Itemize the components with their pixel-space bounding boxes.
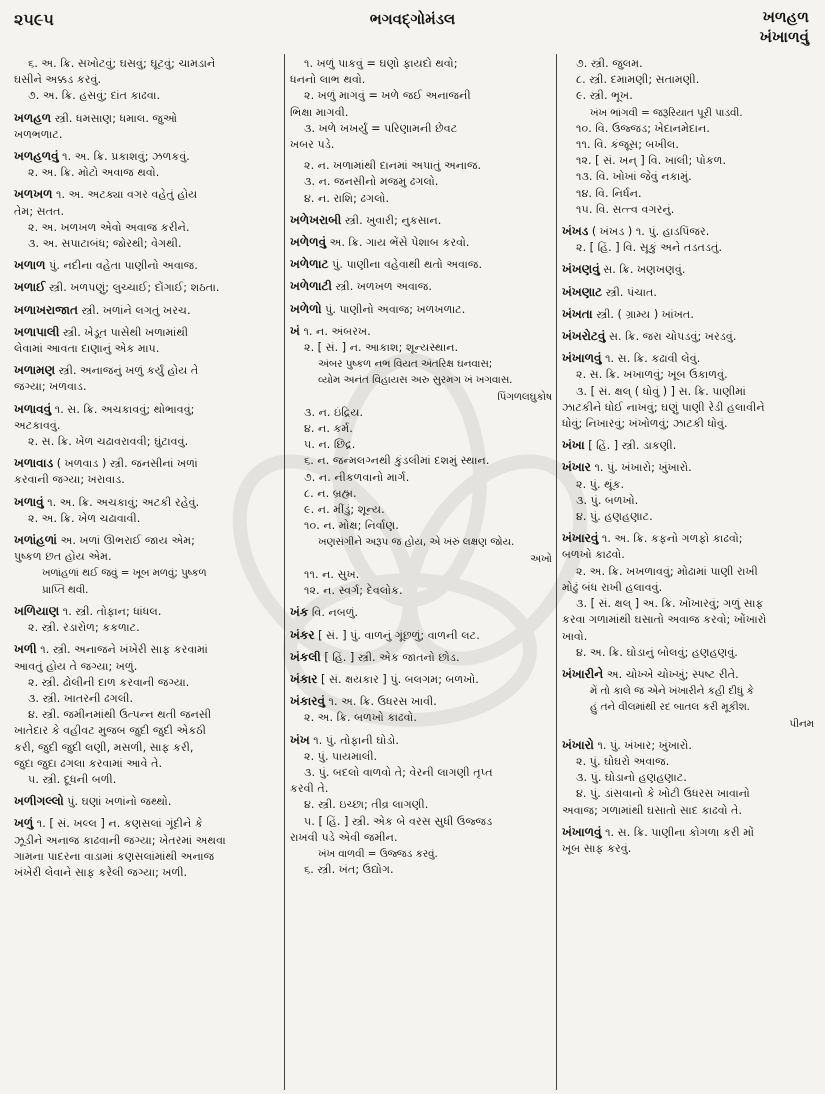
column-middle bbox=[290, 56, 552, 1088]
definition-text: સ્ત્રી. પંચાત. bbox=[605, 285, 657, 299]
sense-line: ૯. ન. મીંડું; શૂન્ય. bbox=[304, 503, 385, 517]
definition-text: ૧. સ. ક્રિ. કઢાવી લેવું. bbox=[605, 352, 701, 366]
dictionary-entry bbox=[290, 212, 552, 229]
continuation-line: ઘસીને અક્કડ કરવું. bbox=[14, 73, 102, 87]
sense-line: ૩. ખળે ખખર્યું = પરિણામની છેવટ bbox=[304, 121, 458, 135]
sense-line: ૧૪. વિ. નિર્ધન. bbox=[576, 186, 642, 200]
entry-first-line bbox=[290, 212, 552, 229]
dictionary-entry bbox=[14, 815, 280, 881]
sense-line: ૨. પું. પાયમાલી. bbox=[304, 749, 378, 763]
headword: ખળાપાલી bbox=[14, 324, 60, 339]
dictionary-entry bbox=[562, 350, 814, 432]
continuation-line: પુષ્કળ છત હોય એમ. bbox=[14, 550, 112, 564]
headword: ખળામણ bbox=[14, 363, 56, 378]
definition-text: સ્ત્રી. ધમસાણ; ધમાલ. જુઓ bbox=[54, 111, 178, 125]
dictionary-entry bbox=[290, 604, 552, 621]
entry-first-line bbox=[562, 459, 814, 476]
sense-line: ૨. [ હિં. ] વિ. સૂકું અને તડતડતું. bbox=[576, 241, 723, 255]
sense-line: ૨. ન. ખળામાંથી દાનમાં અપાતું અનાજ. bbox=[304, 159, 482, 173]
headword: ખળી bbox=[14, 642, 37, 657]
definition-text: ૧. અ. ક્રિ. ઉધરસ ખાવી. bbox=[328, 695, 437, 709]
headword: ખળેળાટી bbox=[290, 279, 332, 294]
headword: ખળીગલ્લો bbox=[14, 794, 64, 809]
definition-text: પું. નદીના વહેતા પાણીનો અવાજ. bbox=[49, 259, 198, 273]
definition-text: સ્ત્રી. ખળાંને લગતું ખરચ. bbox=[81, 303, 191, 317]
quotation-line: ખંખ વાળવી = ઉજ્જડ કરવું. bbox=[318, 847, 438, 860]
entry-first-line bbox=[562, 530, 814, 547]
column-rule bbox=[284, 54, 285, 1090]
headword: ખંખાર bbox=[562, 460, 591, 475]
entry-first-line bbox=[14, 257, 280, 274]
dictionary-entry bbox=[14, 532, 280, 598]
headword: ખંકલી bbox=[290, 649, 321, 664]
continuation-line: કરવી તે. bbox=[290, 782, 329, 796]
continuation-line: ખબર પડે. bbox=[290, 138, 335, 152]
definition-text: ( ખંખડ ) ૧. પું. હાડપિંજર. bbox=[591, 225, 710, 239]
sense-line: ૩. [ સં. ક્ષલ્ ( ધોવું ) ] સ. ક્રિ. પાણીમાં bbox=[576, 384, 746, 398]
quotation-line: અંબર પુષ્કળ નભ વિયત અંતરિક્ષ ઘનવાસ; bbox=[318, 358, 493, 371]
dictionary-entry bbox=[562, 261, 814, 278]
definition-text: સ્ત્રી. અનાજનું ખળું કર્યું હોય તે bbox=[58, 364, 199, 378]
continuation-line: ઝૂડીને અનાજ કાઢવાની જગ્યા; ખેતરમાં અથવા bbox=[14, 833, 226, 847]
entry-first-line bbox=[14, 324, 280, 341]
sense-line: ૩. અ. સપાટાબંધ; જોરથી; વેગથી. bbox=[28, 237, 182, 251]
headword: ખળાંહળાં bbox=[14, 533, 57, 548]
continuation-line: રાખવી પડે એવી જમીન. bbox=[290, 830, 398, 844]
dictionary-entry bbox=[14, 455, 280, 488]
headword: ખંખરોટવું bbox=[562, 329, 606, 344]
headword: ખંકાર bbox=[290, 671, 318, 686]
continuation-line: અવાજ; ગળામાંથી ઘસાતો સાદ કાઢવો તે. bbox=[562, 803, 743, 817]
definition-text: [ હિં. ] સ્ત્રી. એક જાતનો છોડ. bbox=[324, 650, 460, 664]
sense-line: ૪. ન. રાશિ; ઢગલો. bbox=[304, 191, 390, 205]
dictionary-entry bbox=[562, 459, 814, 525]
dictionary-entry bbox=[14, 494, 280, 527]
headword: ખળાખરાજાત bbox=[14, 302, 78, 317]
definition-text: ૧. સ્ત્રી. તોફાન; ધાંધલ. bbox=[62, 604, 162, 618]
sense-line: ૯. સ્ત્રી. ભૂખ. bbox=[576, 89, 633, 103]
sense-line: ૫. ન. છિદ્ર. bbox=[304, 438, 356, 452]
entry-first-line bbox=[290, 627, 552, 644]
headword: ખળાવાડ bbox=[14, 456, 54, 471]
continuation-line: ખંખેરી લેવાને સાફ કરેલી જગ્યા; ખળી. bbox=[14, 865, 188, 879]
headword: ખળહળવું bbox=[14, 149, 59, 164]
entry-first-line bbox=[14, 110, 280, 127]
sense-line: ૧૧. વિ. કંજૂસ; બખીલ. bbox=[576, 138, 679, 152]
definition-text: ૧. પું. તોફાની ઘોડો. bbox=[313, 733, 399, 747]
sense-line: ૨. પું. ઘોઘરો અવાજ. bbox=[576, 754, 670, 768]
definition-text: [ સં. ક્ષયકાર ] પું. બલગમ; બળખો. bbox=[321, 672, 479, 686]
definition-text: ૧. ન. અંબરખ. bbox=[303, 324, 371, 338]
headword: ખંખણવું bbox=[562, 262, 600, 277]
dictionary-entry bbox=[14, 302, 280, 319]
definition-text: પું. પાણીના વહેવાથી થતો અવાજ. bbox=[332, 258, 483, 272]
sense-line: ૬. ન. જન્મલગ્નથી કુંડલીમાં દશમું સ્થાન. bbox=[304, 454, 490, 468]
dictionary-entry bbox=[562, 530, 814, 661]
entry-first-line bbox=[14, 148, 280, 165]
headword: ખળેખરાબી bbox=[290, 212, 342, 227]
definition-text: પું. પાણીનો અવાજ; ખળખળાટ. bbox=[325, 302, 466, 316]
headword: ખળેળવું bbox=[290, 235, 327, 250]
dictionary-entry bbox=[290, 732, 552, 879]
definition-text: ૧. [ સં. ખલ્લ ] ન. કણસલાં ગૂંદીને કે bbox=[36, 817, 203, 831]
definition-text: સ્ત્રી. ખળખળ અવાજ. bbox=[335, 280, 432, 294]
continuation-line: મોઢું બંધ રાખી હલાવવું. bbox=[562, 580, 663, 594]
entry-first-line bbox=[14, 603, 280, 620]
sense-line: ૪. ન. કર્મ. bbox=[304, 422, 353, 436]
dictionary-entry bbox=[14, 186, 280, 252]
entry-first-line bbox=[562, 350, 814, 367]
dictionary-entry bbox=[562, 328, 814, 345]
headword: ખંખારીને bbox=[562, 666, 604, 681]
continuation-line: બળખો કાઢવો. bbox=[562, 548, 625, 562]
headword: ખંખણાટ bbox=[562, 284, 603, 299]
entry-first-line bbox=[562, 437, 814, 454]
sense-line: ૪. પું. હણહણાટ. bbox=[576, 510, 653, 524]
dictionary-entry bbox=[14, 279, 280, 296]
sense-line: ૪. અ. ક્રિ. ઘોડાનું બોલવું; હણહણવું. bbox=[576, 645, 738, 659]
entry-first-line bbox=[562, 666, 814, 683]
dictionary-entry bbox=[562, 437, 814, 454]
headword: ખંખારવું bbox=[562, 531, 599, 546]
guide-word-end: ખંખાળવું bbox=[759, 28, 809, 46]
sense-line: ૨. અ. ક્રિ. બળખો કાઢવો. bbox=[304, 711, 417, 725]
column-left bbox=[14, 56, 280, 1088]
dictionary-entry bbox=[562, 223, 814, 256]
definition-text: ( ખળવાડ ) સ્ત્રી. જનસીનાં ખળાં bbox=[56, 457, 198, 471]
entry-first-line bbox=[562, 737, 814, 754]
definition-text: ૧. અ. અટક્યા વગર વહેતું હોય bbox=[56, 188, 198, 202]
continuation-line: લેવામાં આવતા દાણાનું એક માપ. bbox=[14, 342, 160, 356]
headword: ખળાળ bbox=[14, 258, 46, 273]
sense-line: ૨. અ. ક્રિ. ખખળાવવું; મોઢામાં પાણી રાખી bbox=[576, 564, 758, 578]
sense-line: ૧૫. વિ. સત્ત્વ વગરનું. bbox=[576, 202, 675, 216]
sense-line: ૩. ન. ઇંદ્રિય. bbox=[304, 405, 364, 419]
entry-first-line bbox=[562, 284, 814, 301]
sense-line: ૪. સ્ત્રી. જમીનમાંથી ઉત્પન્ન થતી જનસી bbox=[28, 708, 212, 722]
sense-line: ૬. સ્ત્રી. ખંત; ઉદ્યોગ. bbox=[304, 863, 394, 877]
headword: ખળેળાટ bbox=[290, 257, 329, 272]
dictionary-entry bbox=[290, 278, 552, 295]
sense-line: ૨. અ. ક્રિ. મોટો અવાજ થવો. bbox=[28, 166, 160, 180]
sense-line: ૮. ન. બ્રહ્મ. bbox=[304, 486, 357, 500]
entry-first-line bbox=[14, 186, 280, 203]
definition-text: સ્ત્રી. ( ગ્રામ્ય ) ખાંખત. bbox=[596, 307, 694, 321]
running-title: ભગવદ્ગોમંડલ bbox=[369, 10, 456, 28]
sense-line: ૨. સ્ત્રી. રડારોળ; કકળાટ. bbox=[28, 621, 140, 635]
sense-line: ૪. પું. ડાંસવાનો કે ખોટી ઉધરસ ખાવાનો bbox=[576, 787, 750, 801]
column-rule bbox=[556, 54, 557, 1090]
continuation-line: જુદા જુદા ઢગલા કરવામાં આવે તે. bbox=[14, 756, 163, 770]
entry-first-line bbox=[14, 641, 280, 658]
headword: ખળાવવું bbox=[14, 401, 52, 416]
entry-first-line bbox=[290, 234, 552, 251]
entry-first-line bbox=[290, 649, 552, 666]
column-right bbox=[562, 56, 814, 1088]
definition-text: સ્ત્રી. ખેડૂત પાસેથી ખળામાંથી bbox=[62, 325, 189, 339]
entry-first-line bbox=[290, 671, 552, 688]
sense-line: ૩. પું. બળખો. bbox=[576, 493, 639, 507]
dictionary-entry bbox=[14, 641, 280, 788]
headword: ખંખા bbox=[562, 438, 585, 453]
sense-line: ૨. અ. ખળખળ એવો અવાજ કરીને. bbox=[28, 220, 190, 234]
entry-first-line bbox=[14, 401, 280, 418]
entry-first-line bbox=[14, 494, 280, 511]
quotation-line: મેં તો કાલે જ એને ખંખારીને કહી દીધું કે bbox=[590, 685, 754, 698]
dictionary-entry bbox=[562, 56, 814, 218]
entry-first-line bbox=[562, 261, 814, 278]
sense-line: ૧૧. ન. સુખ. bbox=[304, 567, 360, 581]
definition-text: ૧. પું. ખંખાર; ખુંખારો. bbox=[597, 738, 692, 752]
quotation-line: ખણસંગીને અરૂપ જ હોય, એ ખંરું લક્ષણ જોય. bbox=[318, 536, 515, 549]
definition-text: ૧. સ. ક્રિ. અચકાવવું; થોભાવવું; bbox=[54, 402, 195, 416]
quotation-source: અખો bbox=[530, 552, 552, 565]
sense-line: ૮. સ્ત્રી. દમામણી; સતામણી. bbox=[576, 73, 700, 87]
definition-text: ૧. અ. ક્રિ. કફનો ગળફો કાઢવો; bbox=[601, 532, 743, 546]
quotation-line: હું તને વીલમાંથી રદ બાતલ કરી મૂકીશ. bbox=[590, 701, 750, 714]
quotation-line: ખંખ ભાંગવી = જરૂરિયાત પૂરી પાડવી. bbox=[590, 106, 743, 119]
headword: ખળિયાણ bbox=[14, 603, 60, 618]
definition-text: ૧. સ. ક્રિ. પાણીના કોગળા કરી મોં bbox=[605, 825, 754, 839]
entry-first-line bbox=[562, 306, 814, 323]
definition-text: સ. ક્રિ. જરા ચોપડવું; ખરડવું. bbox=[608, 330, 737, 344]
entry-first-line bbox=[14, 532, 280, 549]
sense-line: ૩. પું. બદલો વાળવો તે; વેરની લાગણી તૃપ્ત bbox=[304, 765, 493, 779]
sense-line: ૩. પું. ઘોડાનો હણહણાટ. bbox=[576, 771, 687, 785]
continuation-line: ઝાટકીને ધોઈ નાખવું; ઘણું પાણી રેડી હલાવીને bbox=[562, 400, 765, 414]
dictionary-entry bbox=[562, 284, 814, 301]
headword: ખંખારો bbox=[562, 737, 594, 752]
sense-line: ૩. ન. જનસીનો મજમુ ઢગલો. bbox=[304, 175, 439, 189]
continuation-line: કરવાની જગ્યા; ખરાવાડ. bbox=[14, 473, 125, 487]
continuation-line: ખૂબ સાફ કરવું. bbox=[562, 841, 632, 855]
continuation-line: ધનનો લાભ થવો. bbox=[290, 73, 366, 87]
definition-text: અ. ક્રિ. ગાય ભેંસે પેશાબ કરવો. bbox=[329, 236, 470, 250]
dictionary-entry bbox=[14, 793, 280, 810]
continuation-line: જગ્યા; ખળવાડ. bbox=[14, 380, 87, 394]
dictionary-entry bbox=[290, 301, 552, 318]
sense-line: ૧૦. વિ. ઉજ્જડ; ખેદાનમેદાન. bbox=[576, 121, 710, 135]
entry-first-line bbox=[290, 323, 552, 340]
continuation-line: ખાવો. bbox=[562, 629, 588, 643]
sense-line: ૧. ખળું પાકવું = ઘણો ફાયદો થવો; bbox=[304, 57, 458, 70]
headword: ખંખાળવું bbox=[562, 824, 602, 839]
definition-text: સ્ત્રી. ખળપણું; લુચ્ચાઈ; દોંગાઈ; શઠતા. bbox=[49, 281, 220, 295]
quotation-source: પિંગળલઘુકોષ bbox=[497, 390, 552, 403]
entry-first-line bbox=[562, 328, 814, 345]
dictionary-entry bbox=[14, 56, 280, 105]
sense-line: ૨. [ સં. ] ન. આકાશ; શૂન્યસ્થાન. bbox=[304, 341, 459, 355]
headword: ખળખળ bbox=[14, 187, 53, 202]
sense-line: ૫. [ હિં. ] સ્ત્રી. એક બે વરસ સુધી ઉજ્જડ bbox=[304, 814, 493, 828]
dictionary-entry bbox=[14, 257, 280, 274]
sense-line: ૨. પું. થૂંક. bbox=[576, 477, 625, 491]
sense-line: ૧૦. ન. મોક્ષ; નિર્વાણ. bbox=[304, 519, 399, 533]
dictionary-entry bbox=[14, 603, 280, 636]
sense-line: ૭. ન. નીકળવાનો માર્ગ. bbox=[304, 470, 410, 484]
quotation-line: વ્યોમ અનંત વિહાયસ અરુ સુરમગ ખં ખગવાસ. bbox=[318, 374, 513, 387]
headword: ખંખતા bbox=[562, 306, 593, 321]
dictionary-entry bbox=[562, 824, 814, 857]
dictionary-entry bbox=[290, 256, 552, 273]
continuation-line: ધોવું; નિખારવું; ખંખોળવું; ઝાટકી ધોવું. bbox=[562, 417, 728, 431]
entry-first-line bbox=[14, 362, 280, 379]
sense-line: ૨. સ્ત્રી. ઢોલીની દાળ કરવાની જગ્યા. bbox=[28, 675, 190, 689]
definition-text: સ્ત્રી. ખુવારી; નુકસાન. bbox=[344, 213, 442, 227]
definition-text: પું. ઘણાં ખળાંનો જથ્થો. bbox=[67, 795, 172, 809]
headword: ખળહળ bbox=[14, 110, 52, 125]
continuation-line: કરવા ગળામાંથી ઘસાતો અવાજ કરવો; ખોંખારો bbox=[562, 613, 767, 627]
definition-text: વિ. નબળું. bbox=[311, 606, 359, 620]
entry-first-line bbox=[14, 793, 280, 810]
headword: ખંખ bbox=[290, 732, 310, 747]
headword: ખળેળો bbox=[290, 301, 322, 316]
definition-text: સ. ક્રિ. ખણખણવું. bbox=[603, 263, 686, 277]
continuation-line: ભિક્ષા માગવી. bbox=[290, 105, 349, 119]
entry-first-line bbox=[290, 301, 552, 318]
headword: ખં bbox=[290, 323, 300, 338]
entry-first-line bbox=[562, 824, 814, 841]
headword: ખંક bbox=[290, 605, 309, 620]
headword: ખંખાળવું bbox=[562, 351, 602, 366]
headword: ખળું bbox=[14, 816, 34, 831]
definition-text: અ. ચોખ્ખે ચોખ્ખું; સ્પષ્ટ રીતે. bbox=[606, 667, 739, 681]
dictionary-entry bbox=[290, 671, 552, 688]
dictionary-entry bbox=[290, 627, 552, 644]
definition-text: ૧. અ. ક્રિ. અચકાવું; અટકી રહેવું. bbox=[47, 495, 200, 509]
sense-line: ૩. સ્ત્રી. ખાતરની ઢગલી. bbox=[28, 691, 134, 705]
entry-first-line bbox=[14, 815, 280, 832]
dictionary-entry bbox=[14, 324, 280, 357]
guide-word-start: ખળહળ bbox=[762, 8, 809, 26]
entry-first-line bbox=[290, 256, 552, 273]
headword: ખંકર bbox=[290, 627, 315, 642]
sense-line: ૩. [ સં. ક્ષલ્ ] અ. ક્રિ. ખોંખારવું; ગળું સાફ bbox=[576, 597, 764, 611]
sense-line: ૬. અ. ક્રિ. સખોટવું; ઘસવું; ઘૂટવું; ચામડાને bbox=[28, 57, 216, 70]
sense-line: ૪. સ્ત્રી. ઇચ્છા; તીવ્ર લાગણી. bbox=[304, 798, 429, 812]
quotation-line: પ્રાપ્તિ થવી. bbox=[42, 583, 89, 596]
continuation-line: તેમ; સતત. bbox=[14, 204, 65, 218]
dictionary-entry bbox=[14, 110, 280, 143]
entry-first-line bbox=[290, 604, 552, 621]
headword: ખંકારવું bbox=[290, 694, 325, 709]
sense-line: ૧૩. વિ. ખોખાં જેવું નકામું. bbox=[576, 170, 692, 184]
continuation-line: ખાતેદાર કે વહીવટ મુજબ જુદી જુદી એકઠી bbox=[14, 724, 206, 738]
page-number: ૨૫૯૫ bbox=[14, 10, 54, 29]
definition-text: ૧. અ. ક્રિ. પ્રકાશવું; ઝળકવું. bbox=[62, 150, 190, 164]
entry-first-line bbox=[14, 279, 280, 296]
sense-line: ૭. સ્ત્રી. જુલમ. bbox=[576, 57, 643, 70]
quotation-line: ખળાંહળાં થઈ જવું = ખૂબ મળવું; પુષ્કળ bbox=[42, 567, 207, 580]
dictionary-entry bbox=[290, 323, 552, 599]
sense-line: ૭. અ. ક્રિ. હસવું; દાંત કાઢવા. bbox=[28, 89, 161, 103]
entry-first-line bbox=[290, 278, 552, 295]
headword: ખળાવું bbox=[14, 494, 44, 509]
continuation-line: આવતું હોય તે જગ્યા; ખળું. bbox=[14, 659, 138, 673]
dictionary-entry bbox=[14, 148, 280, 181]
dictionary-entry bbox=[562, 666, 814, 732]
sense-line: ૨. સ. ક્રિ. ખેળ ચઢાવરાવવી; ઘુંટાવવું. bbox=[28, 435, 189, 449]
definition-text: [ હિં. ] સ્ત્રી. ડાકણી. bbox=[588, 439, 677, 453]
entry-first-line bbox=[290, 693, 552, 710]
definition-text: અ. ખળાં ઊભરાઈ જાય એમ; bbox=[60, 534, 195, 548]
entry-first-line bbox=[290, 732, 552, 749]
definition-text: ૧. સ્ત્રી. અનાજને ખંખેરી સાફ કરવામાં bbox=[40, 643, 208, 657]
headword: ખળાઈ bbox=[14, 280, 46, 295]
continuation-line: અટકાવવું. bbox=[14, 418, 61, 432]
entry-first-line bbox=[562, 223, 814, 240]
definition-text: ૧. પું. ખંખારો; ખુંખારો. bbox=[594, 461, 692, 475]
dictionary-entry bbox=[562, 737, 814, 819]
dictionary-entry bbox=[14, 362, 280, 395]
dictionary-entry bbox=[290, 234, 552, 251]
page-header bbox=[0, 0, 825, 52]
dictionary-entry bbox=[290, 56, 552, 153]
continuation-line: ખળભળાટ. bbox=[14, 127, 63, 141]
headword: ખંખડ bbox=[562, 224, 589, 239]
quotation-source: પીનમ bbox=[789, 717, 814, 730]
definition-text: [ સં. ] પું. વાળનું ગૂંછળું; વાળની લટ. bbox=[318, 628, 480, 642]
dictionary-entry bbox=[562, 306, 814, 323]
sense-line: ૨. ખળું માગવું = ખળે જઈ અનાજની bbox=[304, 89, 471, 103]
dictionary-entry bbox=[290, 158, 552, 207]
continuation-line: ગામના પાદરના વાડામાં કણસલાંમાંથી અનાજ bbox=[14, 849, 215, 863]
entry-first-line bbox=[14, 302, 280, 319]
sense-line: ૫. સ્ત્રી. દૂધની બળી. bbox=[28, 772, 117, 786]
sense-line: ૨. સ. ક્રિ. ખખાળવું; ખૂબ ઉકાળવું. bbox=[576, 368, 728, 382]
continuation-line: કરી, જુદી જુદી લણી, મસળી, સાફ કરી, bbox=[14, 740, 194, 754]
sense-line: ૧૨. ન. સ્વર્ગ; દેવલોક. bbox=[304, 584, 403, 598]
entry-first-line bbox=[14, 455, 280, 472]
dictionary-entry bbox=[290, 649, 552, 666]
dictionary-entry bbox=[290, 693, 552, 726]
dictionary-entry bbox=[14, 401, 280, 451]
sense-line: ૨. અ. ક્રિ. ખેળ ચઢાવાવી. bbox=[28, 511, 141, 525]
sense-line: ૧૨. [ સં. ખન્ ] વિ. ખાલી; પોકળ. bbox=[576, 154, 727, 168]
